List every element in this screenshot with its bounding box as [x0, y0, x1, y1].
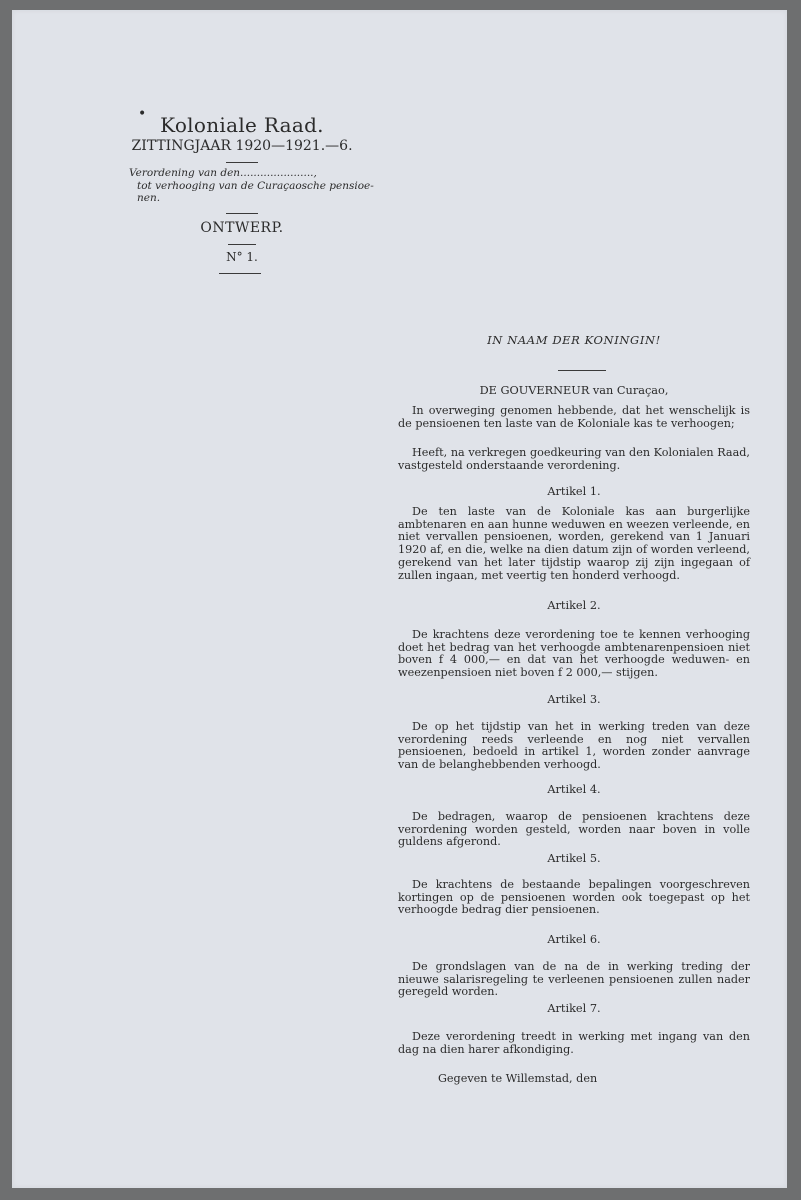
divider — [558, 370, 606, 371]
article-text: De op het tijdstip van het in werking treden van deze verordening reeds verleende en nog niet vervallen pensioenen, bedoeld in artikel 1, worden zonder aanvrage van de belanghebbenden verhoogd. — [398, 720, 750, 772]
article-text: De ten laste van de Koloniale kas aan burgerlijke ambtenaren en aan hunne weduwen en weezen verleende, en niet vervallen pensioenen, worden, gerekend van 1 Januari 1920 af, en die, welke na dien datum zijn of worden verleend, gerekend van het later tijdstip waarop zij zijn ingegaan of zullen ingaan, met veertig ten honderd verhoogd. — [398, 505, 750, 582]
article-heading: Artikel 4. — [547, 783, 601, 796]
preamble-paragraph: In overweging genomen hebbende, dat het wenschelijk is de pensioenen ten laste van de Koloniale kas te verhoogen; — [398, 404, 750, 430]
article-text: De krachtens de bestaande bepalingen voorgeschreven kortingen op de pensioenen worden ook toegepast op het verhoogde bedrag dier pensioenen. — [398, 878, 750, 917]
signoff-line: Gegeven te Willemstad, den — [438, 1072, 598, 1085]
ordinance-subject — [129, 167, 375, 205]
article-heading: Artikel 3. — [547, 693, 601, 706]
royal-motto: IN NAAM DER KONINGIN! — [487, 333, 661, 347]
article-heading: Artikel 2. — [547, 599, 601, 612]
preamble-paragraph: Heeft, na verkregen goedkeuring van den Kolonialen Raad, vastgesteld onderstaande verordening. — [398, 446, 750, 472]
divider — [219, 273, 261, 274]
article-heading: Artikel 6. — [547, 933, 601, 946]
divider — [228, 244, 256, 245]
article-heading: Artikel 5. — [547, 852, 601, 865]
governor-line: DE GOUVERNEUR van Curaçao, — [479, 384, 669, 397]
subject-line: Verordening van den......................, — [129, 167, 317, 179]
council-title: Koloniale Raad. — [160, 113, 324, 137]
document-page — [12, 10, 787, 1188]
subject-line: nen. — [137, 192, 161, 204]
document-number: N° 1. — [226, 250, 258, 264]
article-text: De bedragen, waarop de pensioenen krachtens deze verordening worden gesteld, worden naar boven in volle guldens afgerond. — [398, 810, 750, 849]
subject-line: tot verhooging van de Curaçaosche pensioe- — [137, 179, 374, 192]
draft-label: ONTWERP. — [200, 220, 284, 236]
article-text: Deze verordening treedt in werking met ingang van den dag na dien harer afkondiging. — [398, 1030, 750, 1056]
article-heading: Artikel 7. — [547, 1002, 601, 1015]
session-year: ZITTINGJAAR 1920—1921.—6. — [131, 138, 353, 154]
ink-dot: • — [138, 106, 147, 122]
divider — [226, 213, 258, 214]
article-text: De grondslagen van de na de in werking treding der nieuwe salarisregeling te verleenen pensioenen zullen nader geregeld worden. — [398, 960, 750, 999]
divider — [226, 162, 258, 163]
article-text: De krachtens deze verordening toe te kennen verhooging doet het bedrag van het verhoogde ambtenarenpensioen niet boven f 4 000,— en dat van het verhoogde weduwen- en weezenpensioen niet boven f 2 000,— stijgen. — [398, 628, 750, 680]
article-heading: Artikel 1. — [547, 485, 601, 498]
